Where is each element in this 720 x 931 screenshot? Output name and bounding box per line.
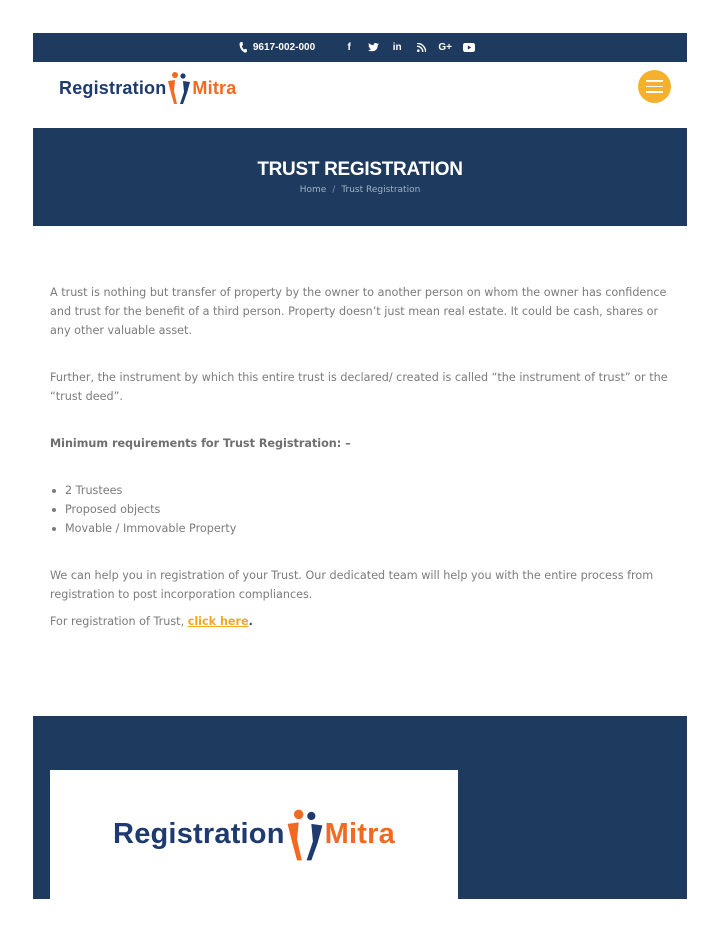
list-item: 2 Trustees bbox=[50, 481, 236, 500]
social-links bbox=[337, 42, 481, 53]
breadcrumb bbox=[33, 185, 687, 195]
twitter-icon[interactable] bbox=[361, 43, 385, 52]
logo-text-mitra: Mitra bbox=[192, 77, 237, 98]
footer-logo-people-icon bbox=[286, 807, 324, 863]
footer-logo-text-mitra: Mitra bbox=[324, 818, 395, 850]
phone-contact[interactable] bbox=[239, 42, 315, 53]
menu-line-icon bbox=[646, 80, 663, 82]
page-title-banner bbox=[33, 128, 687, 226]
help-paragraph: We can help you in registration of your Trust. Our dedicated team will help you with the entire process from registration to post incorporation compliances. bbox=[50, 569, 654, 601]
phone-number: 9617-002-000 bbox=[252, 42, 316, 53]
site-footer bbox=[33, 716, 687, 899]
linkedin-icon[interactable]: in bbox=[392, 42, 402, 53]
logo-wordmark bbox=[59, 78, 166, 99]
cta-paragraph: For registration of Trust, click here. bbox=[50, 615, 253, 628]
list-item: Movable / Immovable Property bbox=[50, 519, 236, 538]
requirements-heading: Minimum requirements for Trust Registration: – bbox=[50, 437, 351, 450]
logo-people-icon bbox=[167, 71, 191, 105]
hamburger-menu-button[interactable] bbox=[638, 70, 671, 103]
requirements-list bbox=[50, 481, 236, 538]
page-title: TRUST REGISTRATION bbox=[257, 159, 463, 180]
intro-paragraph: A trust is nothing but transfer of property by the owner to another person on whom the owner has confidence and trust for the benefit of a third person. Property doesn’t just mean real estate. It could be cash, shares or any other valuable asset. bbox=[50, 286, 667, 337]
breadcrumb-current: Trust Registration bbox=[341, 185, 421, 195]
facebook-icon[interactable]: f bbox=[347, 42, 351, 53]
logo-text-registration: Registration bbox=[59, 77, 167, 98]
phone-icon bbox=[239, 42, 247, 53]
site-header bbox=[33, 62, 687, 128]
click-here-link[interactable]: click here bbox=[187, 615, 249, 628]
footer-logo bbox=[50, 770, 458, 899]
breadcrumb-home-link[interactable]: Home bbox=[299, 185, 327, 195]
rss-icon[interactable] bbox=[409, 43, 433, 52]
youtube-icon[interactable] bbox=[457, 43, 481, 52]
google-plus-icon[interactable]: G+ bbox=[438, 42, 452, 53]
breadcrumb-separator: / bbox=[332, 185, 336, 195]
footer-logo-text-registration: Registration bbox=[113, 818, 285, 850]
list-item: Proposed objects bbox=[50, 500, 236, 519]
site-logo[interactable] bbox=[59, 68, 236, 108]
trust-deed-paragraph: Further, the instrument by which this entire trust is declared/ created is called “the instrument of trust” or the “trust deed”. bbox=[50, 371, 668, 403]
top-contact-bar bbox=[33, 33, 687, 62]
main-content bbox=[33, 226, 687, 716]
